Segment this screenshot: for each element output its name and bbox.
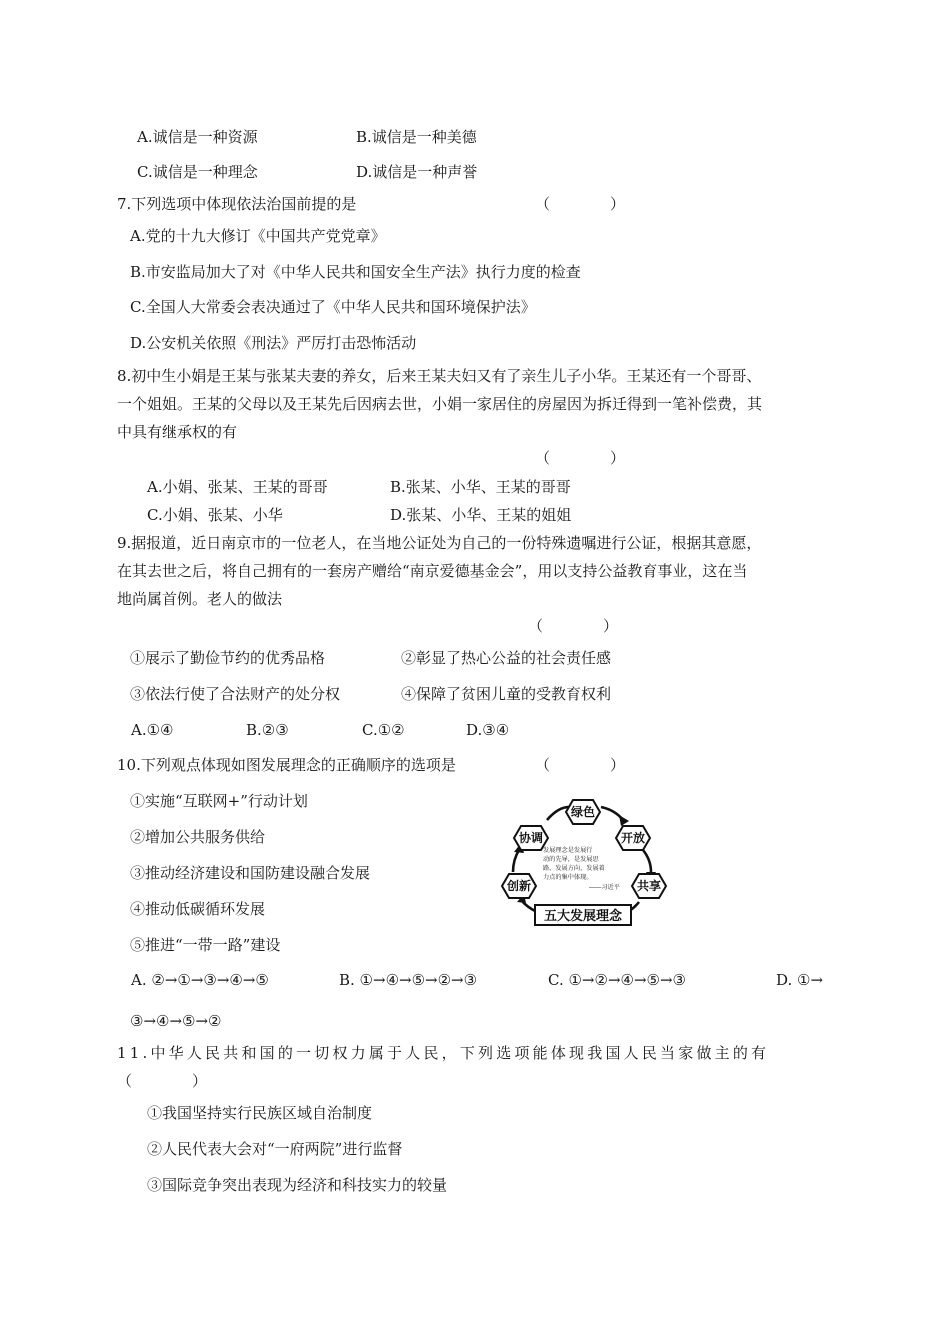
q9-option-b: B.②③ xyxy=(246,721,289,739)
figure-quote-line-3: 路、发展方向、发展着 xyxy=(543,865,605,872)
q9-answer-blank: （ ） xyxy=(528,617,619,635)
q6-option-c: C.诚信是一种理念 xyxy=(137,163,258,181)
q9-option-a: A.①④ xyxy=(131,721,174,739)
figure-node-innovation: 创新 xyxy=(506,879,532,893)
q11-item-1: ①我国坚持实行民族区域自治制度 xyxy=(147,1104,373,1122)
q10-stem: 10.下列观点体现如图发展理念的正确顺序的选项是 xyxy=(117,756,456,774)
q6-option-a: A.诚信是一种资源 xyxy=(137,128,258,146)
q7-answer-blank: （ ） xyxy=(535,195,626,213)
q8-answer-blank: （ ） xyxy=(535,449,626,467)
figure-quote-line-1: 发展理念是发展行 xyxy=(543,847,593,854)
q11-stem: 11.中华人民共和国的一切权力属于人民，下列选项能体现我国人民当家做主的有 xyxy=(117,1044,770,1062)
q6-option-b: B.诚信是一种美德 xyxy=(356,128,477,146)
q8-stem-line-1: 8.初中生小娟是王某与张某夫妻的养女，后来王某夫妇又有了亲生儿子小华。王某还有一个哥哥、 xyxy=(117,367,762,385)
q9-option-d: D.③④ xyxy=(466,721,510,739)
figure-quote-line-4: 力点的集中体现。 xyxy=(543,874,593,881)
q10-item-3: ③推动经济建设和国防建设融合发展 xyxy=(130,864,371,882)
q7-option-c: C.全国人大常委会表决通过了《中华人民共和国环境保护法》 xyxy=(130,298,536,316)
q9-item-3: ③依法行使了合法财产的处分权 xyxy=(130,685,341,703)
q10-item-1: ①实施“互联网+”行动计划 xyxy=(130,792,308,810)
q9-stem-line-2: 在其去世之后，将自己拥有的一套房产赠给“南京爱德基金会”，用以支持公益教育事业，这在当 xyxy=(117,562,748,580)
q10-option-d: D. ①→ xyxy=(776,971,824,989)
q10-item-5: ⑤推进“一带一路”建设 xyxy=(130,936,281,954)
q8-option-c: C.小娟、张某、小华 xyxy=(147,506,283,524)
figure-node-opening: 开放 xyxy=(620,831,646,845)
q8-option-b: B.张某、小华、王某的哥哥 xyxy=(390,478,571,496)
q8-option-d: D.张某、小华、王某的姐姐 xyxy=(390,506,572,524)
q9-stem-line-3: 地尚属首例。老人的做法 xyxy=(117,590,283,608)
q10-option-c: C. ①→②→④→⑤→③ xyxy=(548,971,686,989)
figure-node-sharing: 共享 xyxy=(636,879,662,893)
q8-stem-line-2: 一个姐姐。王某的父母以及王某先后因病去世，小娟一家居住的房屋因为拆迁得到一笔补偿费，其 xyxy=(117,395,763,413)
q10-answer-blank: （ ） xyxy=(535,756,626,774)
q10-option-d-continued: ③→④→⑤→② xyxy=(130,1012,222,1030)
q7-option-d: D.公安机关依照《刑法》严厉打击恐怖活动 xyxy=(130,334,417,352)
q7-option-b: B.市安监局加大了对《中华人民共和国安全生产法》执行力度的检查 xyxy=(130,263,581,281)
q9-option-c: C.①② xyxy=(362,721,405,739)
q6-option-d: D.诚信是一种声誉 xyxy=(356,163,478,181)
q9-stem-line-1: 9.据报道，近日南京市的一位老人，在当地公证处为自己的一份特殊遗嘱进行公证，根据其意愿， xyxy=(117,534,762,552)
q11-answer-blank: （ ） xyxy=(117,1072,208,1090)
q9-item-2: ②彰显了热心公益的社会责任感 xyxy=(401,649,612,667)
q11-item-3: ③国际竞争突出表现为经济和科技实力的较量 xyxy=(147,1176,448,1194)
q10-item-4: ④推动低碳循环发展 xyxy=(130,900,266,918)
q9-item-1: ①展示了勤俭节约的优秀品格 xyxy=(130,649,326,667)
figure-quote-line-2: 动的先导，是发展思 xyxy=(543,856,599,863)
q11-item-2: ②人民代表大会对“一府两院”进行监督 xyxy=(147,1140,403,1158)
q8-option-a: A.小娟、张某、王某的哥哥 xyxy=(147,478,328,496)
q7-option-a: A.党的十九大修订《中国共产党党章》 xyxy=(130,227,386,245)
figure-node-green: 绿色 xyxy=(570,805,596,819)
q10-option-a: A. ②→①→③→④→⑤ xyxy=(131,971,269,989)
figure-banner-title: 五大发展理念 xyxy=(543,908,623,923)
figure-quote-author: ——习近平 xyxy=(589,884,620,891)
q9-item-4: ④保障了贫困儿童的受教育权利 xyxy=(401,685,612,703)
five-development-concepts-figure xyxy=(497,790,673,930)
q7-stem: 7.下列选项中体现依法治国前提的是 xyxy=(117,195,357,213)
q10-item-2: ②增加公共服务供给 xyxy=(130,828,266,846)
q8-stem-line-3: 中具有继承权的有 xyxy=(117,423,238,441)
q10-option-b: B. ①→④→⑤→②→③ xyxy=(339,971,478,989)
figure-node-coordination: 协调 xyxy=(518,831,544,845)
